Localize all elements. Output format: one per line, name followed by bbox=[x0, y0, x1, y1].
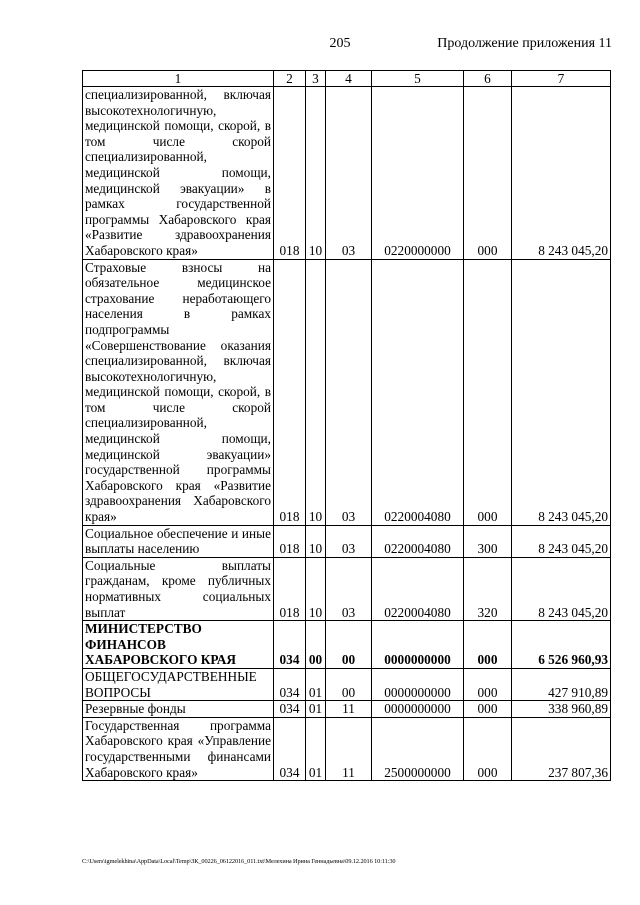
subsection-code: 00 bbox=[326, 621, 372, 669]
amount: 237 807,36 bbox=[512, 717, 611, 780]
subsection-code: 11 bbox=[326, 717, 372, 780]
section-code: 01 bbox=[306, 668, 326, 700]
row-description: Резервные фонды bbox=[83, 701, 274, 718]
ministry-code: 018 bbox=[274, 259, 306, 525]
ministry-code: 018 bbox=[274, 525, 306, 557]
amount: 8 243 045,20 bbox=[512, 557, 611, 620]
table-row bbox=[83, 668, 611, 700]
column-header: 2 bbox=[274, 71, 306, 87]
expense-type-code: 000 bbox=[464, 668, 512, 700]
column-header: 6 bbox=[464, 71, 512, 87]
row-description: Государственная программа Хабаровского края «Управление государственными финансами Хабаровского края» bbox=[83, 717, 274, 780]
subsection-code: 03 bbox=[326, 259, 372, 525]
budget-table bbox=[82, 70, 611, 781]
row-description: ОБЩЕГОСУДАРСТВЕННЫЕ ВОПРОСЫ bbox=[83, 668, 274, 700]
table-row bbox=[83, 259, 611, 525]
ministry-code: 018 bbox=[274, 557, 306, 620]
ministry-code: 034 bbox=[274, 717, 306, 780]
subsection-code: 11 bbox=[326, 701, 372, 718]
page-number: 205 bbox=[329, 36, 351, 51]
table-row bbox=[83, 525, 611, 557]
expense-type-code: 000 bbox=[464, 87, 512, 260]
section-code: 01 bbox=[306, 701, 326, 718]
section-code: 10 bbox=[306, 259, 326, 525]
amount: 427 910,89 bbox=[512, 668, 611, 700]
row-description: Страховые взносы на обязательное медицинское страхование неработающего населения в рамках подпрограммы «Совершенствование оказания специализированной, включая высокотехнологичную, медицинской помощи, скорой, в том числе скорой специализированной, медицинской помощи, медицинской эвакуации» государственной программы Хабаровского края «Развитие здравоохранения Хабаровского края» bbox=[83, 259, 274, 525]
target-code: 0220004080 bbox=[372, 525, 464, 557]
section-code: 10 bbox=[306, 557, 326, 620]
column-header: 1 bbox=[83, 71, 274, 87]
column-header: 7 bbox=[512, 71, 611, 87]
target-code: 2500000000 bbox=[372, 717, 464, 780]
row-description: Социальное обеспечение и иные выплаты населению bbox=[83, 525, 274, 557]
section-code: 00 bbox=[306, 621, 326, 669]
table-row bbox=[83, 87, 611, 260]
column-header: 4 bbox=[326, 71, 372, 87]
subsection-code: 03 bbox=[326, 525, 372, 557]
column-header: 5 bbox=[372, 71, 464, 87]
amount: 338 960,89 bbox=[512, 701, 611, 718]
table-row bbox=[83, 557, 611, 620]
target-code: 0220004080 bbox=[372, 557, 464, 620]
section-code: 10 bbox=[306, 87, 326, 260]
appendix-continuation-note: Продолжение приложения 11 bbox=[437, 36, 612, 51]
section-code: 01 bbox=[306, 717, 326, 780]
target-code: 0220000000 bbox=[372, 87, 464, 260]
ministry-code: 034 bbox=[274, 701, 306, 718]
section-code: 10 bbox=[306, 525, 326, 557]
target-code: 0000000000 bbox=[372, 701, 464, 718]
target-code: 0000000000 bbox=[372, 668, 464, 700]
table-row bbox=[83, 701, 611, 718]
row-description: МИНИСТЕРСТВО ФИНАНСОВ ХАБАРОВСКОГО КРАЯ bbox=[83, 621, 274, 669]
target-code: 0220004080 bbox=[372, 259, 464, 525]
subsection-code: 03 bbox=[326, 557, 372, 620]
expense-type-code: 000 bbox=[464, 717, 512, 780]
row-description: Социальные выплаты гражданам, кроме публичных нормативных социальных выплат bbox=[83, 557, 274, 620]
footer-file-path: C:\Users\igmelekhina\AppData\Local\Temp\ЗК_00226_06122016_011.txt\Мелехина Ирина Геннадьевна\09.12.2016 10:11:30 bbox=[82, 858, 396, 865]
subsection-code: 03 bbox=[326, 87, 372, 260]
expense-type-code: 000 bbox=[464, 701, 512, 718]
expense-type-code: 300 bbox=[464, 525, 512, 557]
expense-type-code: 000 bbox=[464, 259, 512, 525]
ministry-code: 034 bbox=[274, 668, 306, 700]
ministry-code: 018 bbox=[274, 87, 306, 260]
amount: 8 243 045,20 bbox=[512, 525, 611, 557]
table-row bbox=[83, 717, 611, 780]
amount: 8 243 045,20 bbox=[512, 259, 611, 525]
amount: 6 526 960,93 bbox=[512, 621, 611, 669]
column-header: 3 bbox=[306, 71, 326, 87]
column-number-row bbox=[83, 71, 611, 87]
ministry-code: 034 bbox=[274, 621, 306, 669]
table-row-ministry-heading bbox=[83, 621, 611, 669]
expense-type-code: 320 bbox=[464, 557, 512, 620]
expense-type-code: 000 bbox=[464, 621, 512, 669]
target-code: 0000000000 bbox=[372, 621, 464, 669]
amount: 8 243 045,20 bbox=[512, 87, 611, 260]
subsection-code: 00 bbox=[326, 668, 372, 700]
row-description: специализированной, включая высокотехнологичную, медицинской помощи, скорой, в том числе скорой специализированной, медицинской помощи, медицинской эвакуации» в рамках государственной программы Хабаровского края «Развитие здравоохранения Хабаровского края» bbox=[83, 87, 274, 260]
